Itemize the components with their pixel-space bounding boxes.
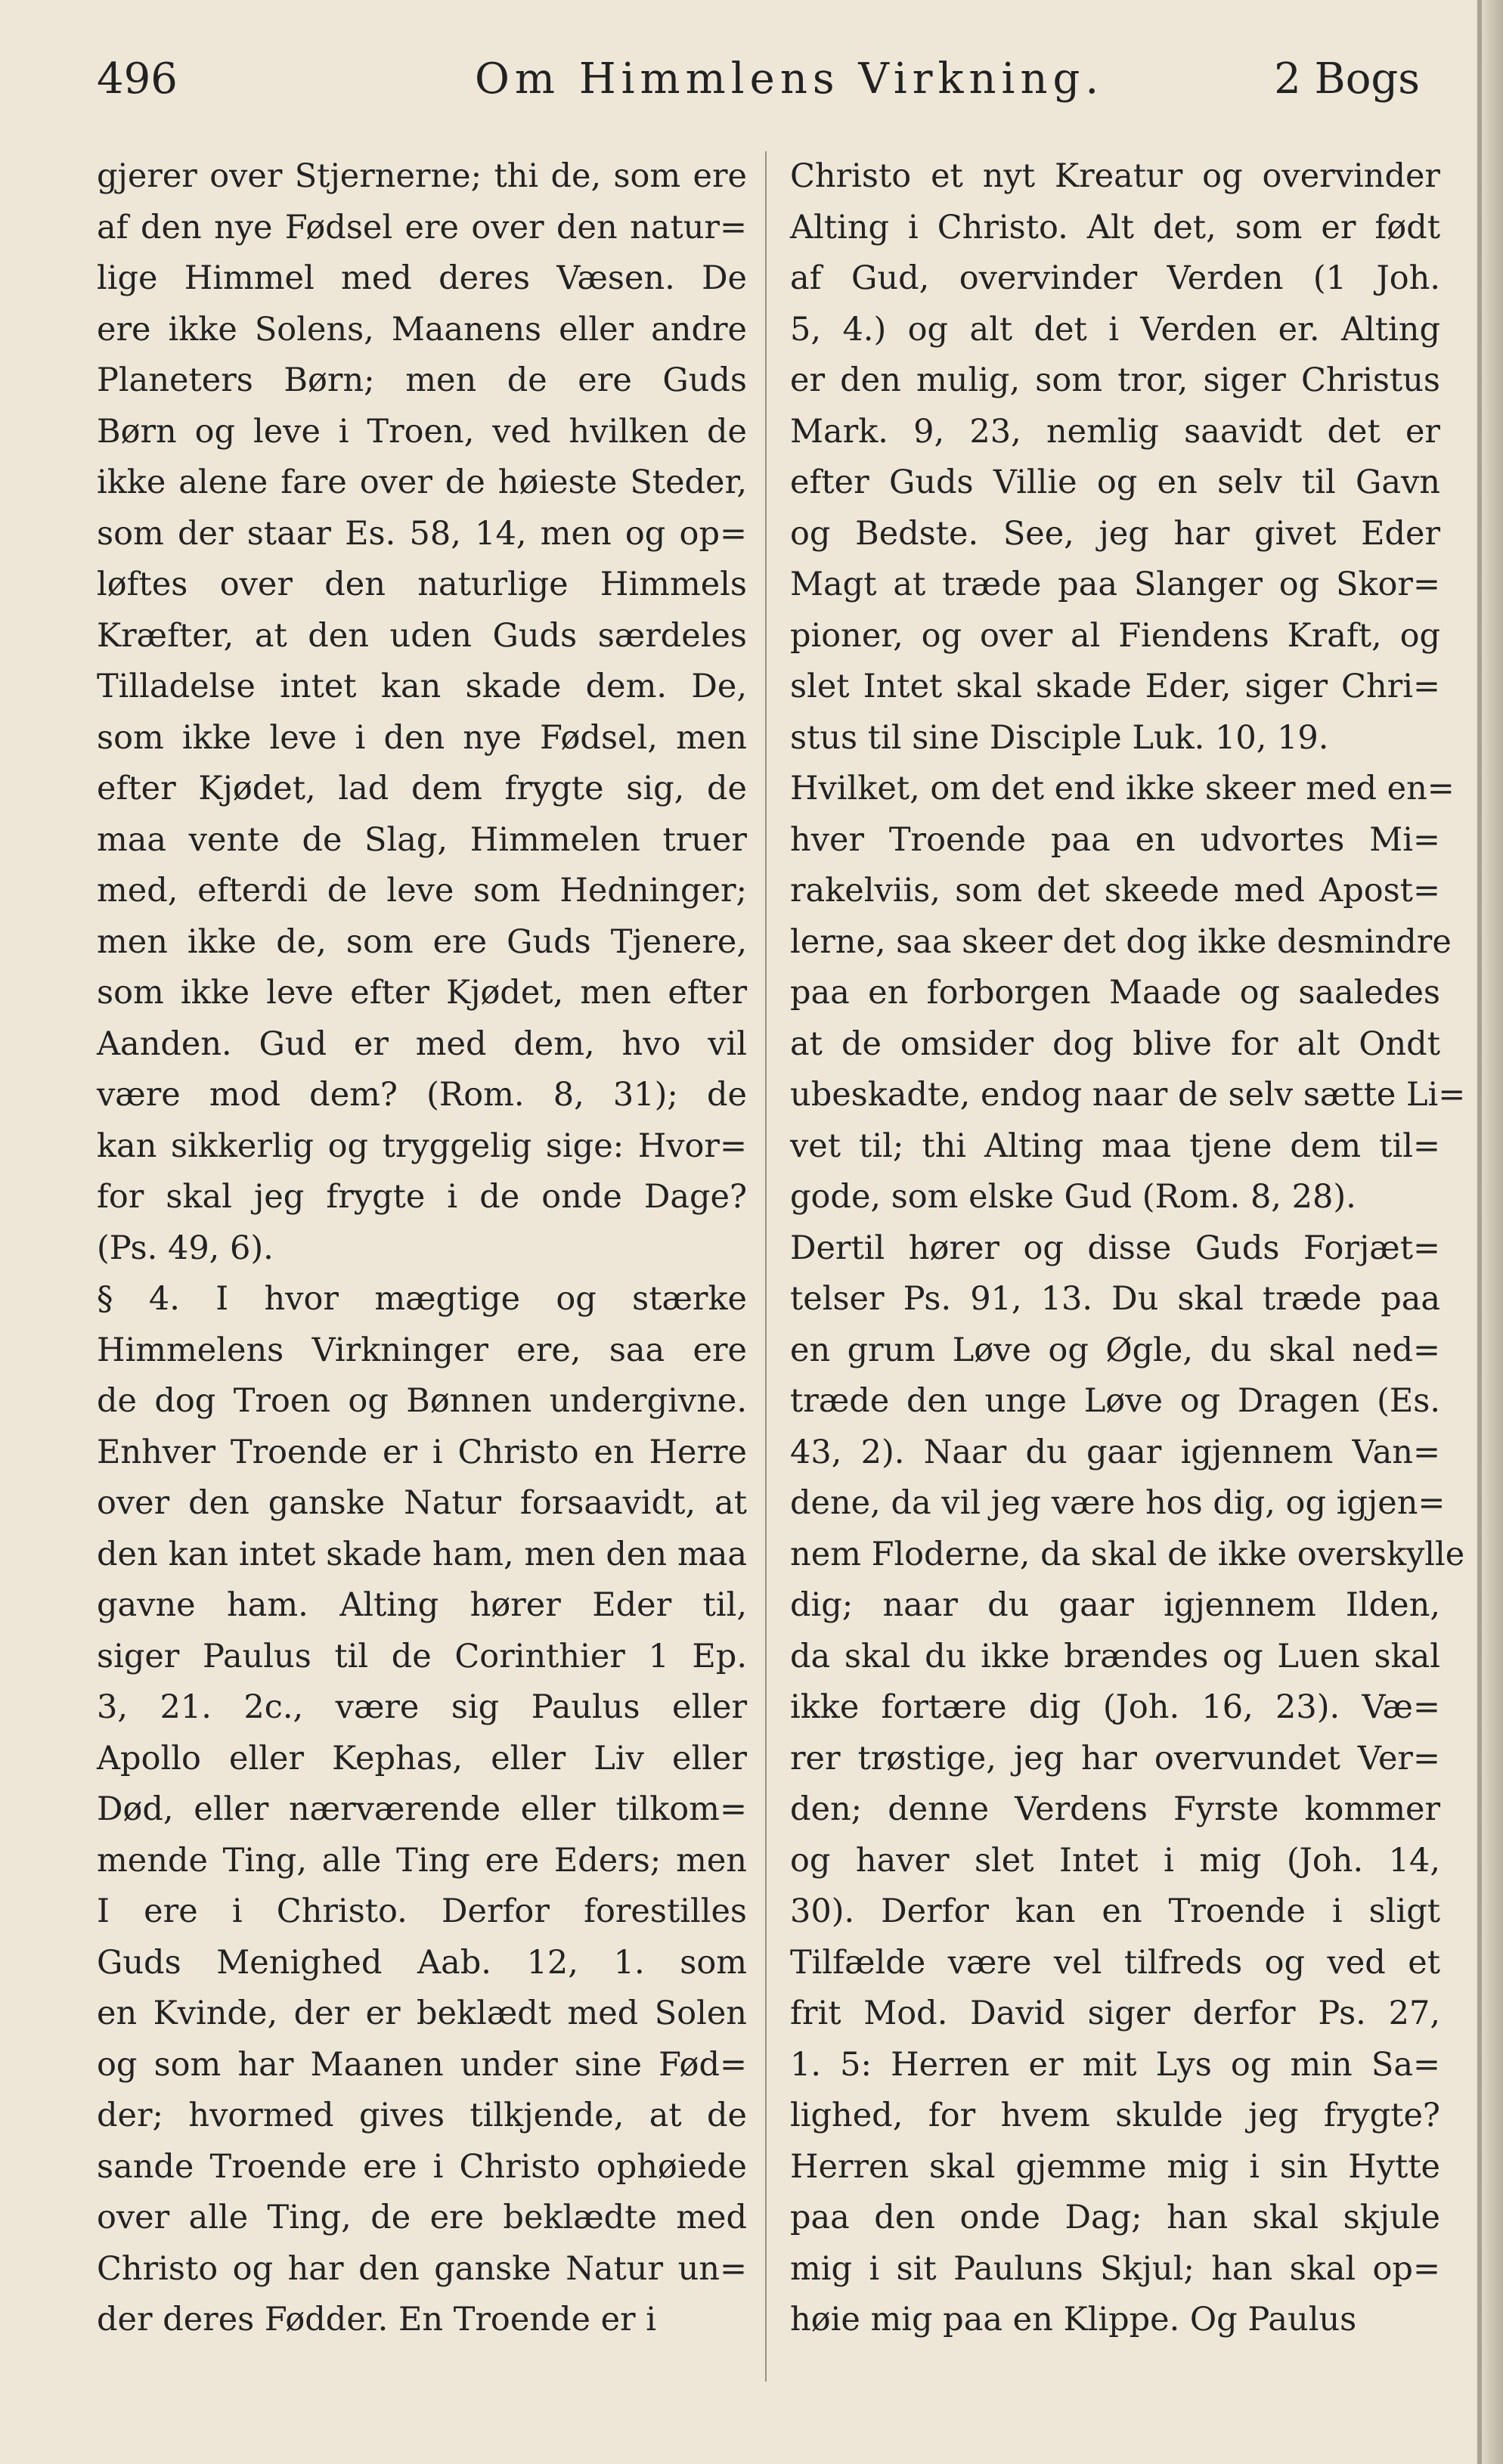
text-line: at de omsider dog blive for alt Ondt bbox=[790, 1024, 1440, 1063]
book-reference: 2 Bogs bbox=[1274, 54, 1420, 104]
text-line: vet til; thi Alting maa tjene dem til= bbox=[790, 1127, 1440, 1165]
binding-shadow bbox=[1477, 0, 1482, 2464]
text-line: ikke fortære dig (Joh. 16, 23). Væ= bbox=[790, 1688, 1440, 1726]
text-line: Magt at træde paa Slanger og Skor= bbox=[790, 566, 1440, 603]
text-line: hver Troende paa en udvortes Mi= bbox=[790, 820, 1440, 859]
text-line: da skal du ikke brændes og Luen skal bbox=[790, 1637, 1440, 1675]
text-line: for skal jeg frygte i de onde Dage? bbox=[97, 1178, 747, 1216]
text-line: en Kvinde, der er beklædt med Solen bbox=[97, 1994, 747, 2032]
text-line: Mark. 9, 23, nemlig saavidt det er bbox=[790, 412, 1440, 451]
text-line: Død, eller nærværende eller tilkom= bbox=[97, 1790, 747, 1828]
text-line: over alle Ting, de ere beklædte med bbox=[97, 2199, 747, 2236]
text-line: efter Guds Villie og en selv til Gavn bbox=[790, 463, 1440, 501]
text-line: de dog Troen og Bønnen undergivne. bbox=[97, 1382, 747, 1420]
column-divider bbox=[765, 151, 767, 2382]
text-line: § 4. I hvor mægtige og stærke bbox=[97, 1280, 747, 1318]
text-line: ere ikke Solens, Maanens eller andre bbox=[97, 310, 747, 349]
text-line: rer trøstige, jeg har overvundet Ver= bbox=[790, 1739, 1440, 1777]
text-line: mig i sit Pauluns Skjul; han skal op= bbox=[790, 2249, 1440, 2288]
text-line: 5, 4.) og alt det i Verden er. Alting bbox=[790, 310, 1440, 349]
right-column bbox=[790, 151, 1466, 2346]
text-line: 1. 5: Herren er mit Lys og min Sa= bbox=[790, 2045, 1440, 2084]
text-line: rakelviis, som det skeede med Apost= bbox=[790, 872, 1440, 910]
text-line: gavne ham. Alting hører Eder til, bbox=[97, 1586, 747, 1624]
text-line: 30). Derfor kan en Troende i sligt bbox=[790, 1892, 1440, 1930]
text-line: 3, 21. 2c., være sig Paulus eller bbox=[97, 1688, 747, 1726]
text-line: slet Intet skal skade Eder, siger Chri= bbox=[790, 668, 1440, 705]
text-line: pioner, og over al Fiendens Kraft, og bbox=[790, 616, 1440, 655]
text-line: (Ps. 49, 6). bbox=[97, 1229, 274, 1267]
text-line: og haver slet Intet i mig (Joh. 14, bbox=[790, 1841, 1440, 1880]
text-line: løftes over den naturlige Himmels bbox=[97, 566, 747, 603]
text-line: Planeters Børn; men de ere Guds bbox=[97, 361, 747, 399]
text-line: og Bedste. See, jeg har givet Eder bbox=[790, 514, 1440, 553]
text-line: af den nye Fødsel ere over den natur= bbox=[97, 208, 747, 246]
text-line: paa den onde Dag; han skal skjule bbox=[790, 2199, 1440, 2236]
text-line: med, efterdi de leve som Hedninger; bbox=[97, 872, 747, 910]
text-line: Herren skal gjemme mig i sin Hytte bbox=[790, 2147, 1440, 2186]
text-line: men ikke de, som ere Guds Tjenere, bbox=[97, 922, 747, 961]
text-line: den kan intet skade ham, men den maa bbox=[97, 1535, 747, 1573]
running-title: Om Himmlens Virkning. bbox=[475, 54, 1105, 104]
text-line: er den mulig, som tror, siger Christus bbox=[790, 361, 1440, 399]
text-line: Tilladelse intet kan skade dem. De, bbox=[97, 668, 747, 705]
text-line: en grum Løve og Øgle, du skal ned= bbox=[790, 1331, 1440, 1369]
left-column bbox=[97, 151, 747, 2346]
text-line: Himmelens Virkninger ere, saa ere bbox=[97, 1331, 747, 1369]
text-line: være mod dem? (Rom. 8, 31); de bbox=[97, 1076, 747, 1114]
text-line: frit Mod. David siger derfor Ps. 27, bbox=[790, 1994, 1440, 2032]
text-line: og som har Maanen under sine Fød= bbox=[97, 2045, 747, 2084]
text-line: Tilfælde være vel tilfreds og ved et bbox=[790, 1943, 1440, 1982]
text-line: dig; naar du gaar igjennem Ilden, bbox=[790, 1586, 1440, 1624]
text-line: lige Himmel med deres Væsen. De bbox=[97, 259, 747, 297]
text-line: 43, 2). Naar du gaar igjennem Van= bbox=[790, 1433, 1440, 1471]
text-line: høie mig paa en Klippe. Og Paulus bbox=[790, 2301, 1357, 2338]
text-line: Apollo eller Kephas, eller Liv eller bbox=[97, 1739, 747, 1777]
text-line: den; denne Verdens Fyrste kommer bbox=[790, 1790, 1440, 1828]
text-line: Dertil hører og disse Guds Forjæt= bbox=[790, 1229, 1440, 1267]
text-line: siger Paulus til de Corinthier 1 Ep. bbox=[97, 1637, 747, 1675]
text-line: telser Ps. 91, 13. Du skal træde paa bbox=[790, 1280, 1440, 1318]
text-line: Aanden. Gud er med dem, hvo vil bbox=[97, 1024, 747, 1063]
text-line: ikke alene fare over de høieste Steder, bbox=[97, 463, 747, 501]
text-line: Guds Menighed Aab. 12, 1. som bbox=[97, 1943, 747, 1982]
text-line: som der staar Es. 58, 14, men og op= bbox=[97, 514, 747, 553]
text-line: lerne, saa skeer det dog ikke desmindre bbox=[790, 922, 1452, 961]
text-line: Alting i Christo. Alt det, som er født bbox=[790, 208, 1440, 246]
text-line: stus til sine Disciple Luk. 10, 19. bbox=[790, 718, 1329, 757]
text-line: Enhver Troende er i Christo en Herre bbox=[97, 1433, 747, 1471]
text-line: af Gud, overvinder Verden (1 Joh. bbox=[790, 259, 1440, 297]
text-line: som ikke leve efter Kjødet, men efter bbox=[97, 974, 747, 1012]
text-line: Børn og leve i Troen, ved hvilken de bbox=[97, 412, 747, 451]
text-line: gjerer over Stjernerne; thi de, som ere bbox=[97, 157, 747, 195]
text-line: I ere i Christo. Derfor forestilles bbox=[97, 1892, 747, 1930]
page-number: 496 bbox=[97, 54, 178, 104]
text-line: Kræfter, at den uden Guds særdeles bbox=[97, 616, 747, 655]
text-line: træde den unge Løve og Dragen (Es. bbox=[790, 1382, 1440, 1420]
text-line: nem Floderne, da skal de ikke overskylle bbox=[790, 1535, 1465, 1573]
text-line: kan sikkerlig og tryggelig sige: Hvor= bbox=[97, 1127, 747, 1165]
text-line: Hvilket, om det end ikke skeer med en= bbox=[790, 770, 1455, 807]
text-line: ubeskadte, endog naar de selv sætte Li= bbox=[790, 1076, 1466, 1114]
text-line: maa vente de Slag, Himmelen truer bbox=[97, 820, 747, 859]
running-header bbox=[97, 45, 1420, 113]
text-line: over den ganske Natur forsaavidt, at bbox=[97, 1484, 747, 1522]
text-line: der; hvormed gives tilkjende, at de bbox=[97, 2097, 747, 2134]
text-line: mende Ting, alle Ting ere Eders; men bbox=[97, 1841, 747, 1880]
text-line: efter Kjødet, lad dem frygte sig, de bbox=[97, 770, 747, 807]
text-line: lighed, for hvem skulde jeg frygte? bbox=[790, 2097, 1440, 2134]
text-line: gode, som elske Gud (Rom. 8, 28). bbox=[790, 1178, 1356, 1216]
text-line: sande Troende ere i Christo ophøiede bbox=[97, 2147, 747, 2186]
text-line: der deres Fødder. En Troende er i bbox=[97, 2301, 657, 2338]
text-line: paa en forborgen Maade og saaledes bbox=[790, 974, 1440, 1012]
text-line: Christo et nyt Kreatur og overvinder bbox=[790, 157, 1440, 195]
text-line: som ikke leve i den nye Fødsel, men bbox=[97, 718, 747, 757]
text-line: dene, da vil jeg være hos dig, og igjen= bbox=[790, 1484, 1446, 1522]
text-line: Christo og har den ganske Natur un= bbox=[97, 2249, 747, 2288]
